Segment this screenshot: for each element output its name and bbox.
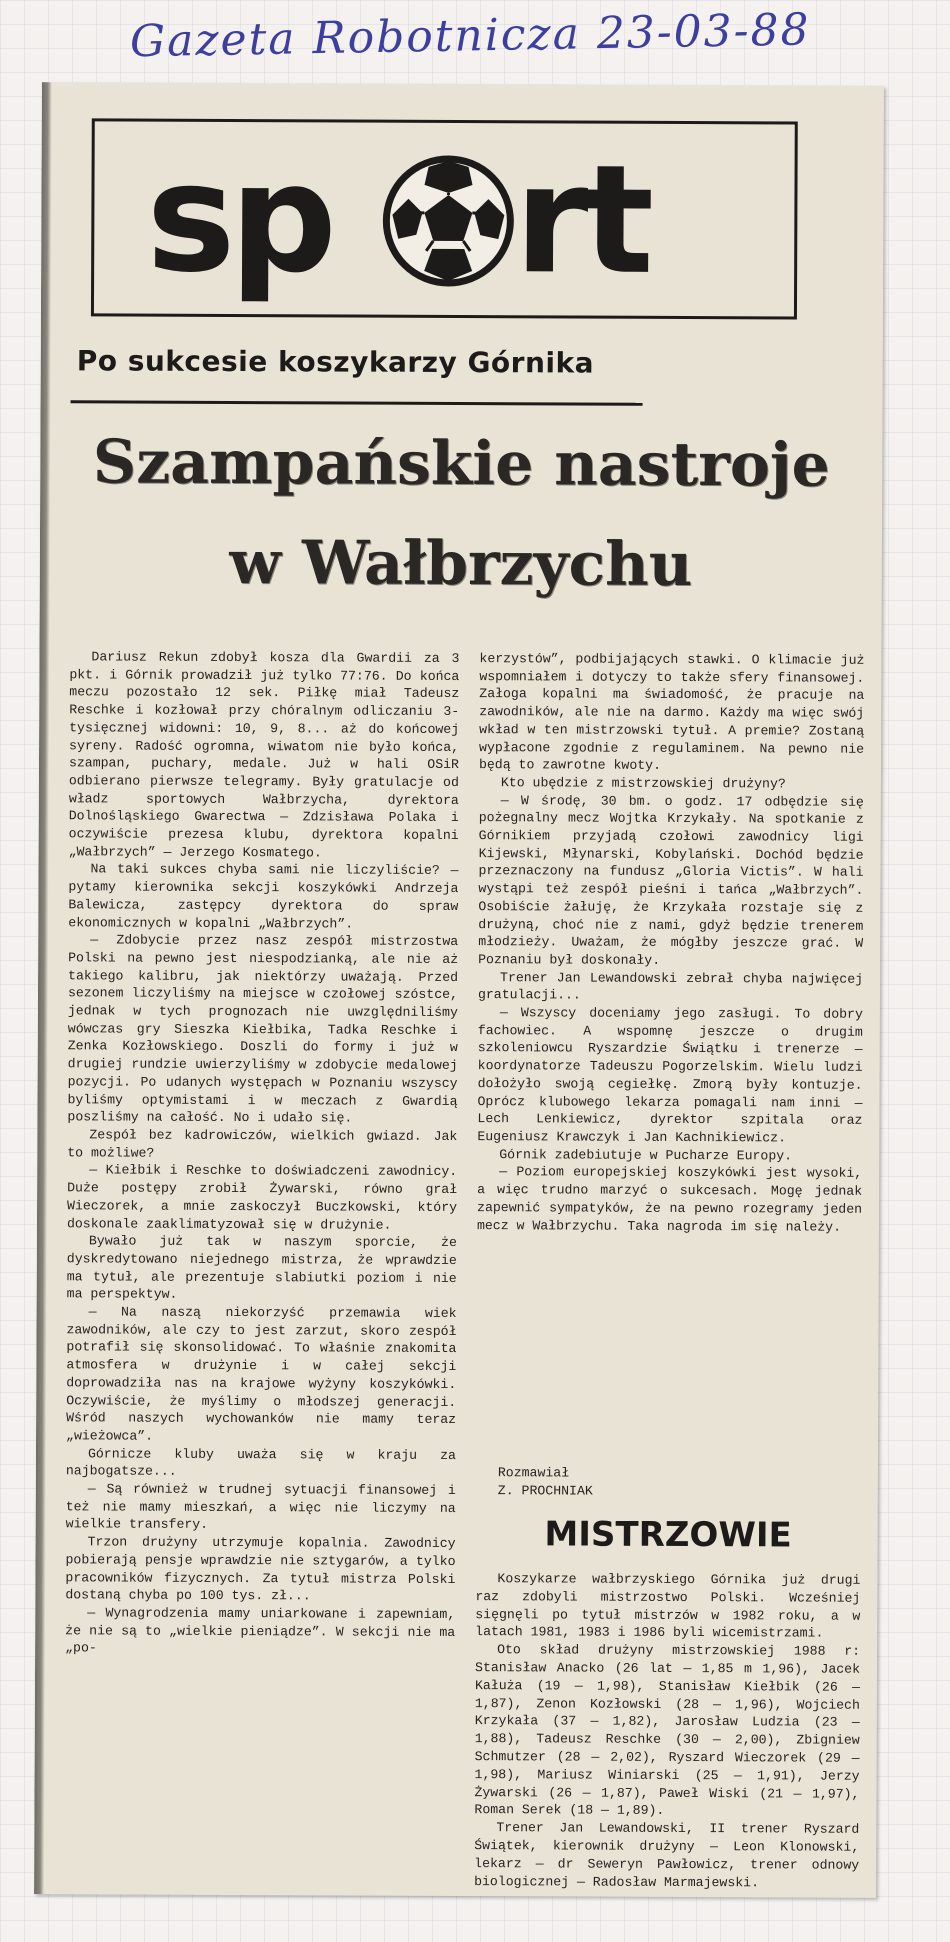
headline-line-2: w Wałbrzychu bbox=[229, 527, 693, 601]
article-paragraph: Bywało już tak w naszym sporcie, że dyskredytowano niejednego mistrza, że wprawdzie ma tytuł, ale prezentuje slabiutki poziom i nie ma perspektyw. bbox=[66, 1233, 457, 1303]
clipping-fold-edge bbox=[34, 82, 52, 1894]
article-paragraph: Trener Jan Lewandowski zebrał chyba najwięcej gratulacji... bbox=[477, 969, 864, 1003]
article-paragraph: — Poziom europejskiej koszykówki jest wysoki, a więc trudno marzyć o sukcesach. Mogę jednak zapewnić sympatyków, że na pewno rozegramy jeden mecz w Wałbrzychu. Taka nagroda im się należy. bbox=[476, 1164, 863, 1235]
article-paragraph: kerzystów”, podbijających stawki. O klimacie już wspomniałem i dotyczy to także sfery finansowej. Załoga kopalni ma świadomość, że pracuje na zawodników, ale nie na darmo. Każdy ma więc swój wkład w ten mistrzowski tytuł. A premie? Zostaną wypłacone zgodnie z regulaminem. Na pewno nie będą to zawrotne kwoty. bbox=[478, 651, 865, 774]
newspaper-clipping bbox=[34, 82, 884, 1898]
article-paragraph: Na taki sukces chyba sami nie liczyliście? — pytamy kierownika sekcji koszykówki Andrzeja Balewicza, zastępcy dyrektora do spraw ekonomicznych w kopalni „Wałbrzych”. bbox=[68, 861, 459, 932]
sport-masthead bbox=[91, 118, 798, 319]
article-paragraph: — Zdobycie przez nasz zespół mistrzostwa Polski na pewno jest niespodzianką, ale nie aż takiego kalibru, jak niektórzy uważają. Przed sezonem liczyliśmy na miejsce w czołowej szóstce, jednak w tych prognozach nie uwzględniliśmy wówczas gry Sieszka Kiełbika, Tadka Reschke i Zenka Kozłowskiego. Doszli do formy i już w drugiej rundzie uwierzyliśmy w zdobycie medalowej pozycji. Po udanych występach w Poznaniu wszyscy byliśmy optymistami i w meczach z Gwardią poszliśmy na całość. No i udało się. bbox=[67, 932, 459, 1126]
article-paragraph: — Są również w trudnej sytuacji finansowej i też nie mamy mieszkań, a więc nie liczymy na wielkie transfery. bbox=[65, 1481, 456, 1533]
sport-logo bbox=[94, 121, 795, 316]
sidebar-paragraph: Koszykarze wałbrzyskiego Górnika już drugi raz zdobyli mistrzostwo Polski. Wcześniej sięgnęli po tytuł mistrzów w 1982 roku, a w latach 1981, 1983 i 1986 byli wicemistrzami. bbox=[475, 1571, 861, 1641]
article-paragraph: — Na naszą niekorzyść przemawia wiek zawodników, ale czy to jest zarzut, skoro zespół potrafił się skonsolidować. To właśnie znakomita atmosfera w drużynie i w całej sekcji doprowadziła nas na krajowe wyżyny koszykówki. Oczywiście, że myślimy o młodszej generacji. Wśród naszych wychowanków nie mamy teraz „wieżowca”. bbox=[66, 1304, 457, 1444]
football-icon bbox=[386, 159, 511, 284]
sport-logo-text-left: sp bbox=[145, 131, 332, 307]
article-byline bbox=[476, 1464, 861, 1501]
kicker-rule bbox=[71, 400, 643, 405]
article-column-1 bbox=[64, 648, 459, 1872]
headline-line-1: Szampańskie nastroje bbox=[92, 427, 830, 501]
article-headline bbox=[40, 412, 883, 616]
article-paragraph: Dariusz Rekun zdobył kosza dla Gwardii za 3 pkt. i Górnik prowadził już tylko 77:76. Do końca meczu pozostało 12 sek. Piłkę miał Tadeusz Reschke i kozłował przy chóralnym odliczaniu 3-tysięcznej widowni: 10, 9, 8... aż do końcowej syreny. Radość ogromna, wiwatom nie było końca, szampan, puchary, medale. Już w hali OSiR odbierano pierwsze telegramy. Były gratulacje od władz sportowych Wałbrzycha, dyrektora Dolnośląskiego Gwarectwa — Zdzisława Polaka i oczywiście prezesa klubu, dyrektora kopalni „Wałbrzych” — Jerzego Kosmatego. bbox=[68, 649, 460, 861]
article-paragraph: Górnik zadebiutuje w Pucharze Europy. bbox=[499, 1146, 793, 1164]
article-paragraph: Trzon drużyny utrzymuje kopalnia. Zawodnicy pobierają pensje wprawdzie nie sztygarów, a tylko pracowników fizycznych. Za tytuł mistrza Polski dostaną chyba po 100 tys. zł... bbox=[65, 1534, 456, 1604]
sidebar-body bbox=[474, 1570, 860, 1898]
article-paragraph: — Wynagrodzenia mamy uniarkowane i zapewniam, że nie są to „wielkie pieniądze”. W sekcji nie ma „po- bbox=[65, 1605, 456, 1656]
sidebar-title: MISTRZOWIE bbox=[544, 1514, 792, 1556]
sport-logo-text-right: rt bbox=[513, 133, 649, 308]
article-paragraph: — Kiełbik i Reschke to doświadczeni zawodnicy. Duże postępy zrobił Żywarski, równo grał Wieczorek, a mnie zaskoczył Buczkowski, który doskonale zaaklimatyzował się w drużynie. bbox=[66, 1162, 458, 1233]
article-paragraph: — W środę, 30 bm. o godz. 17 odbędzie się pożegnalny mecz Wojtka Krzykały. Na spotkanie z Górnikiem przyjadą czołowi zawodnicy ligi Kijewski, Młynarski, Kobylański. Dochód będzie przeznaczony na fundusz „Gloria Victis”. W hali wystąpi też zespół pieśni i tańca „Wałbrzych”. Osobiście żałuję, że Krzykała rozstaje się z drużyną, choć nie z nami, gdyż będzie trenerem młodzieży. Uważam, że mógłby jeszcze grać. W Poznaniu był doskonały. bbox=[478, 792, 864, 968]
article-paragraph: Kto ubędzie z mistrzowskiej drużyny? bbox=[500, 775, 786, 792]
sidebar-paragraph: Oto skład drużyny mistrzowskiej 1988 r: Stanisław Anacko (26 lat — 1,85 m 1,96), Jacek Kałuża (19 — 1,98), Stanisław Kiełbik (26 — 1,87), Zenon Kozłowski (28 — 1,96), Wojciech Krzykała (37 — 1,82), Jarosław Ludzia (23 — 1,88), Tadeusz Reschke (30 — 2,00), Zbigniew Schmutzer (28 — 2,02), Ryszard Wieczorek (29 — 1,98), Mariusz Winiarski (25 — 1,91), Jerzy Żywarski (26 — 1,87), Paweł Wiski (21 — 1,97), Roman Serek (18 — 1,89). bbox=[474, 1642, 861, 1819]
article-column-2 bbox=[476, 650, 864, 1447]
byline-name: Z. PROCHNIAK bbox=[497, 1482, 593, 1499]
article-paragraph: Górnicze kluby uważa się w kraju za najbogatsze... bbox=[65, 1446, 457, 1480]
byline-label: Rozmawiał bbox=[497, 1465, 570, 1481]
handwritten-source-note: Gazeta Robotnicza 23-03-88 bbox=[129, 4, 811, 68]
article-kicker: Po sukcesie koszykarzy Górnika bbox=[76, 344, 595, 380]
sidebar-paragraph: Trener Jan Lewandowski, II trener Ryszard Świątek, kierownik drużyny — Leon Klonowski, lekarz — dr Seweryn Pawłowicz, trener odnowy biologicznej — Radosław Marmajewski. bbox=[474, 1820, 860, 1890]
article-paragraph: Zespół bez kadrowiczów, wielkich gwiazd. Jak to możliwe? bbox=[67, 1127, 458, 1161]
article-paragraph: — Wszyscy doceniamy jego zasługi. To dobry fachowiec. A wspomnę jeszcze o drugim szkoleniowcu Ryszardzie Świątku i trenerze — koordynatorze Tadeuszu Pogorzelskim. Wielu ludzi dołożyło swoją cegiełkę. Zmorą były kontuzje. Oprócz klubowego lekarza pomagali nam inni — Lech Lenkiewicz, dyrektor szpitala oraz Eugeniusz Krawczyk i Jan Kachnikiewicz. bbox=[477, 1005, 863, 1146]
